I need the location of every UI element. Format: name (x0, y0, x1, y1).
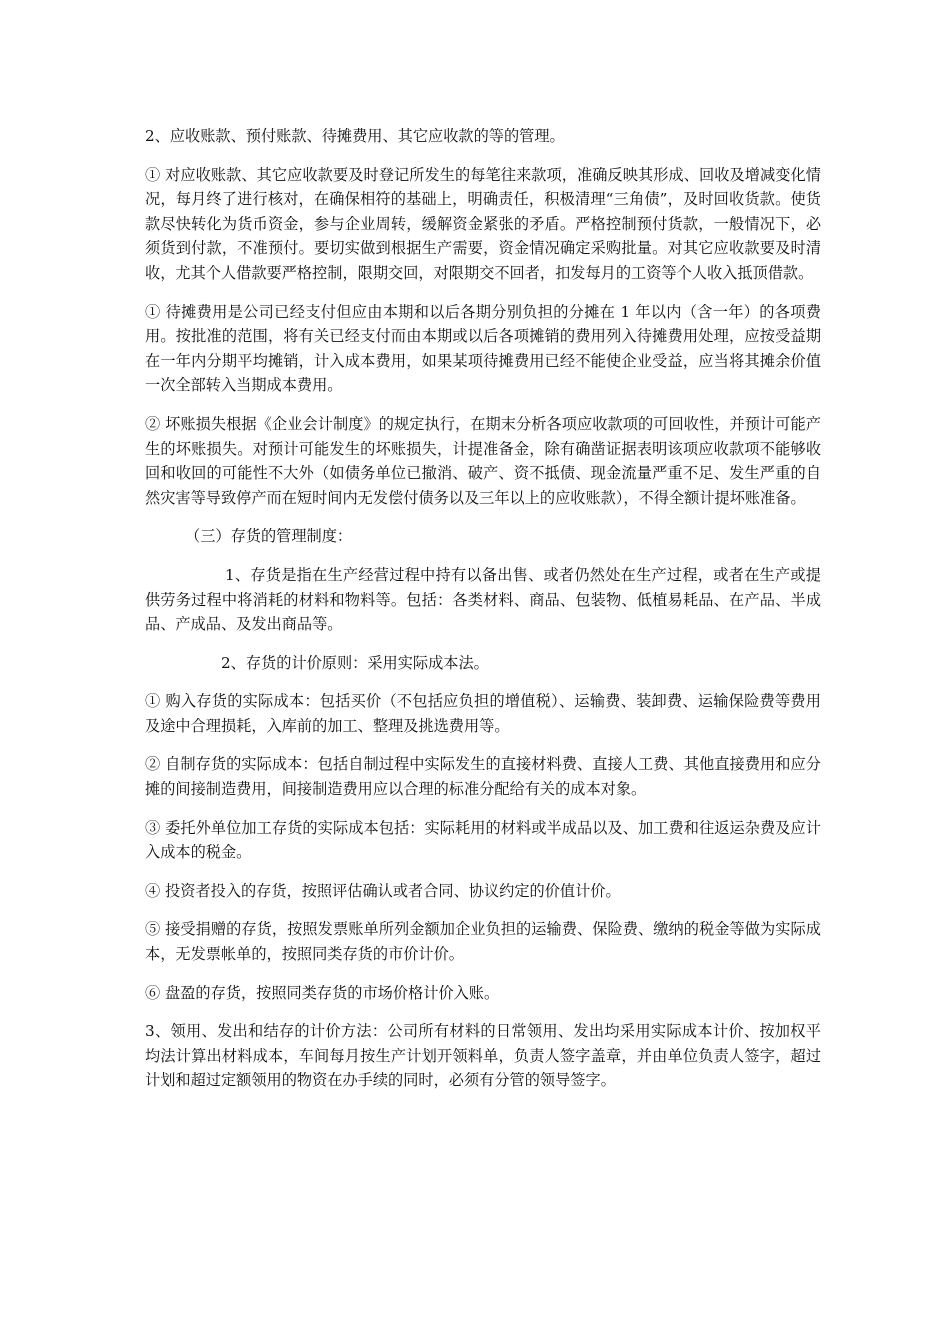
paragraph-investor-inventory: ④ 投资者投入的存货，按照评估确认或者合同、协议约定的价值计价。 (145, 881, 621, 900)
paragraph-inventory-definition: 1、存货是指在生产经营过程中持有以备出售、或者仍然处在生产过程，或者在生产或提供劳务过程中将消耗的材料和物料等。包括：各类材料、商品、包装物、低植易耗品、在产品、半成品、产成品、及发出商品等。 (145, 565, 821, 634)
paragraph-issue-valuation-method: 3、领用、发出和结存的计价方法：公司所有材料的日常领用、发出均采用实际成本计价、按加权平均法计算出材料成本，车间每月按生产计划开领料单，负责人签字盖章，并由单位负责人签字，超过计划和超过定额领用的物资在办手续的同时，必须有分管的领导签字。 (145, 1022, 821, 1090)
section-heading-receivables: 2、应收账款、预付账款、待摊费用、其它应收款的等的管理。 (145, 127, 565, 145)
paragraph-outsourced-processing: ③ 委托外单位加工存货的实际成本包括：实际耗用的材料或半成品以及、加工费和往返运杂费及应计入成本的税金。 (145, 818, 821, 862)
paragraph-purchased-inventory: ① 购入存货的实际成本：包括买价（不包括应负担的增值税）、运输费、装卸费、运输保险费等费用及途中合理损耗，入库前的加工、整理及挑选费用等。 (145, 692, 821, 735)
paragraph-donated-inventory: ⑤ 接受捐赠的存货，按照发票账单所列金额加企业负担的运输费、保险费、缴纳的税金等做为实际成本，无发票帐单的，按照同类存货的市价计价。 (145, 920, 821, 964)
document-page (145, 124, 821, 1107)
paragraph-prepaid-expenses: ① 待摊费用是公司已经支付但应由本期和以后各期分别负担的分摊在 1 年以内（含一年）的各项费用。按批准的范围，将有关已经支付而由本期或以后各项摊销的费用列入待摊费用处理，应按受益期在一年内分期平均摊销，计入成本费用，如果某项待摊费用已经不能使企业受益，应当将其摊余价值一次全部转入当期成本费用。 (145, 302, 821, 395)
paragraph-receivables-management: ① 对应收账款、其它应收款要及时登记所发生的每笔往来款项，准确反映其形成、回收及增减变化情况，每月终了进行核对，在确保相符的基础上，明确责任，积极清理“三角债”，及时回收货款。使货款尽快转化为货币资金，参与企业周转，缓解资金紧张的矛盾。严格控制预付货款，一般情况下，必须货到付款，不准预付。要切实做到根据生产需要，资金情况确定采购批量。对其它应收款要及时清收，尤其个人借款要严格控制，限期交回，对限期交不回者，扣发每月的工资等个人收入抵顶借款。 (145, 165, 821, 282)
paragraph-inventory-valuation: 2、存货的计价原则：采用实际成本法。 (221, 653, 489, 672)
paragraph-surplus-inventory: ⑥ 盘盈的存货，按照同类存货的市场价格计价入账。 (145, 983, 500, 1002)
paragraph-self-made-inventory: ② 自制存货的实际成本：包括自制过程中实际发生的直接材料费、直接人工费、其他直接费用和应分摊的间接制造费用，间接制造费用应以合理的标准分配给有关的成本对象。 (145, 755, 821, 799)
paragraph-bad-debt-loss: ② 坏账损失根据《企业会计制度》的规定执行，在期末分析各项应收款项的可回收性，并预计可能产生的坏账损失。对预计可能发生的坏账损失，计提准备金，除有确凿证据表明该项应收款项不能够收回和收回的可能性不大外（如债务单位已撤消、破产、资不抵债、现金流量严重不足、发生严重的自然灾害等导致停产而在短时间内无发偿付债务以及三年以上的应收账款），不得全额计提坏账准备。 (145, 414, 821, 507)
section-heading-inventory: （三）存货的管理制度： (185, 527, 353, 546)
